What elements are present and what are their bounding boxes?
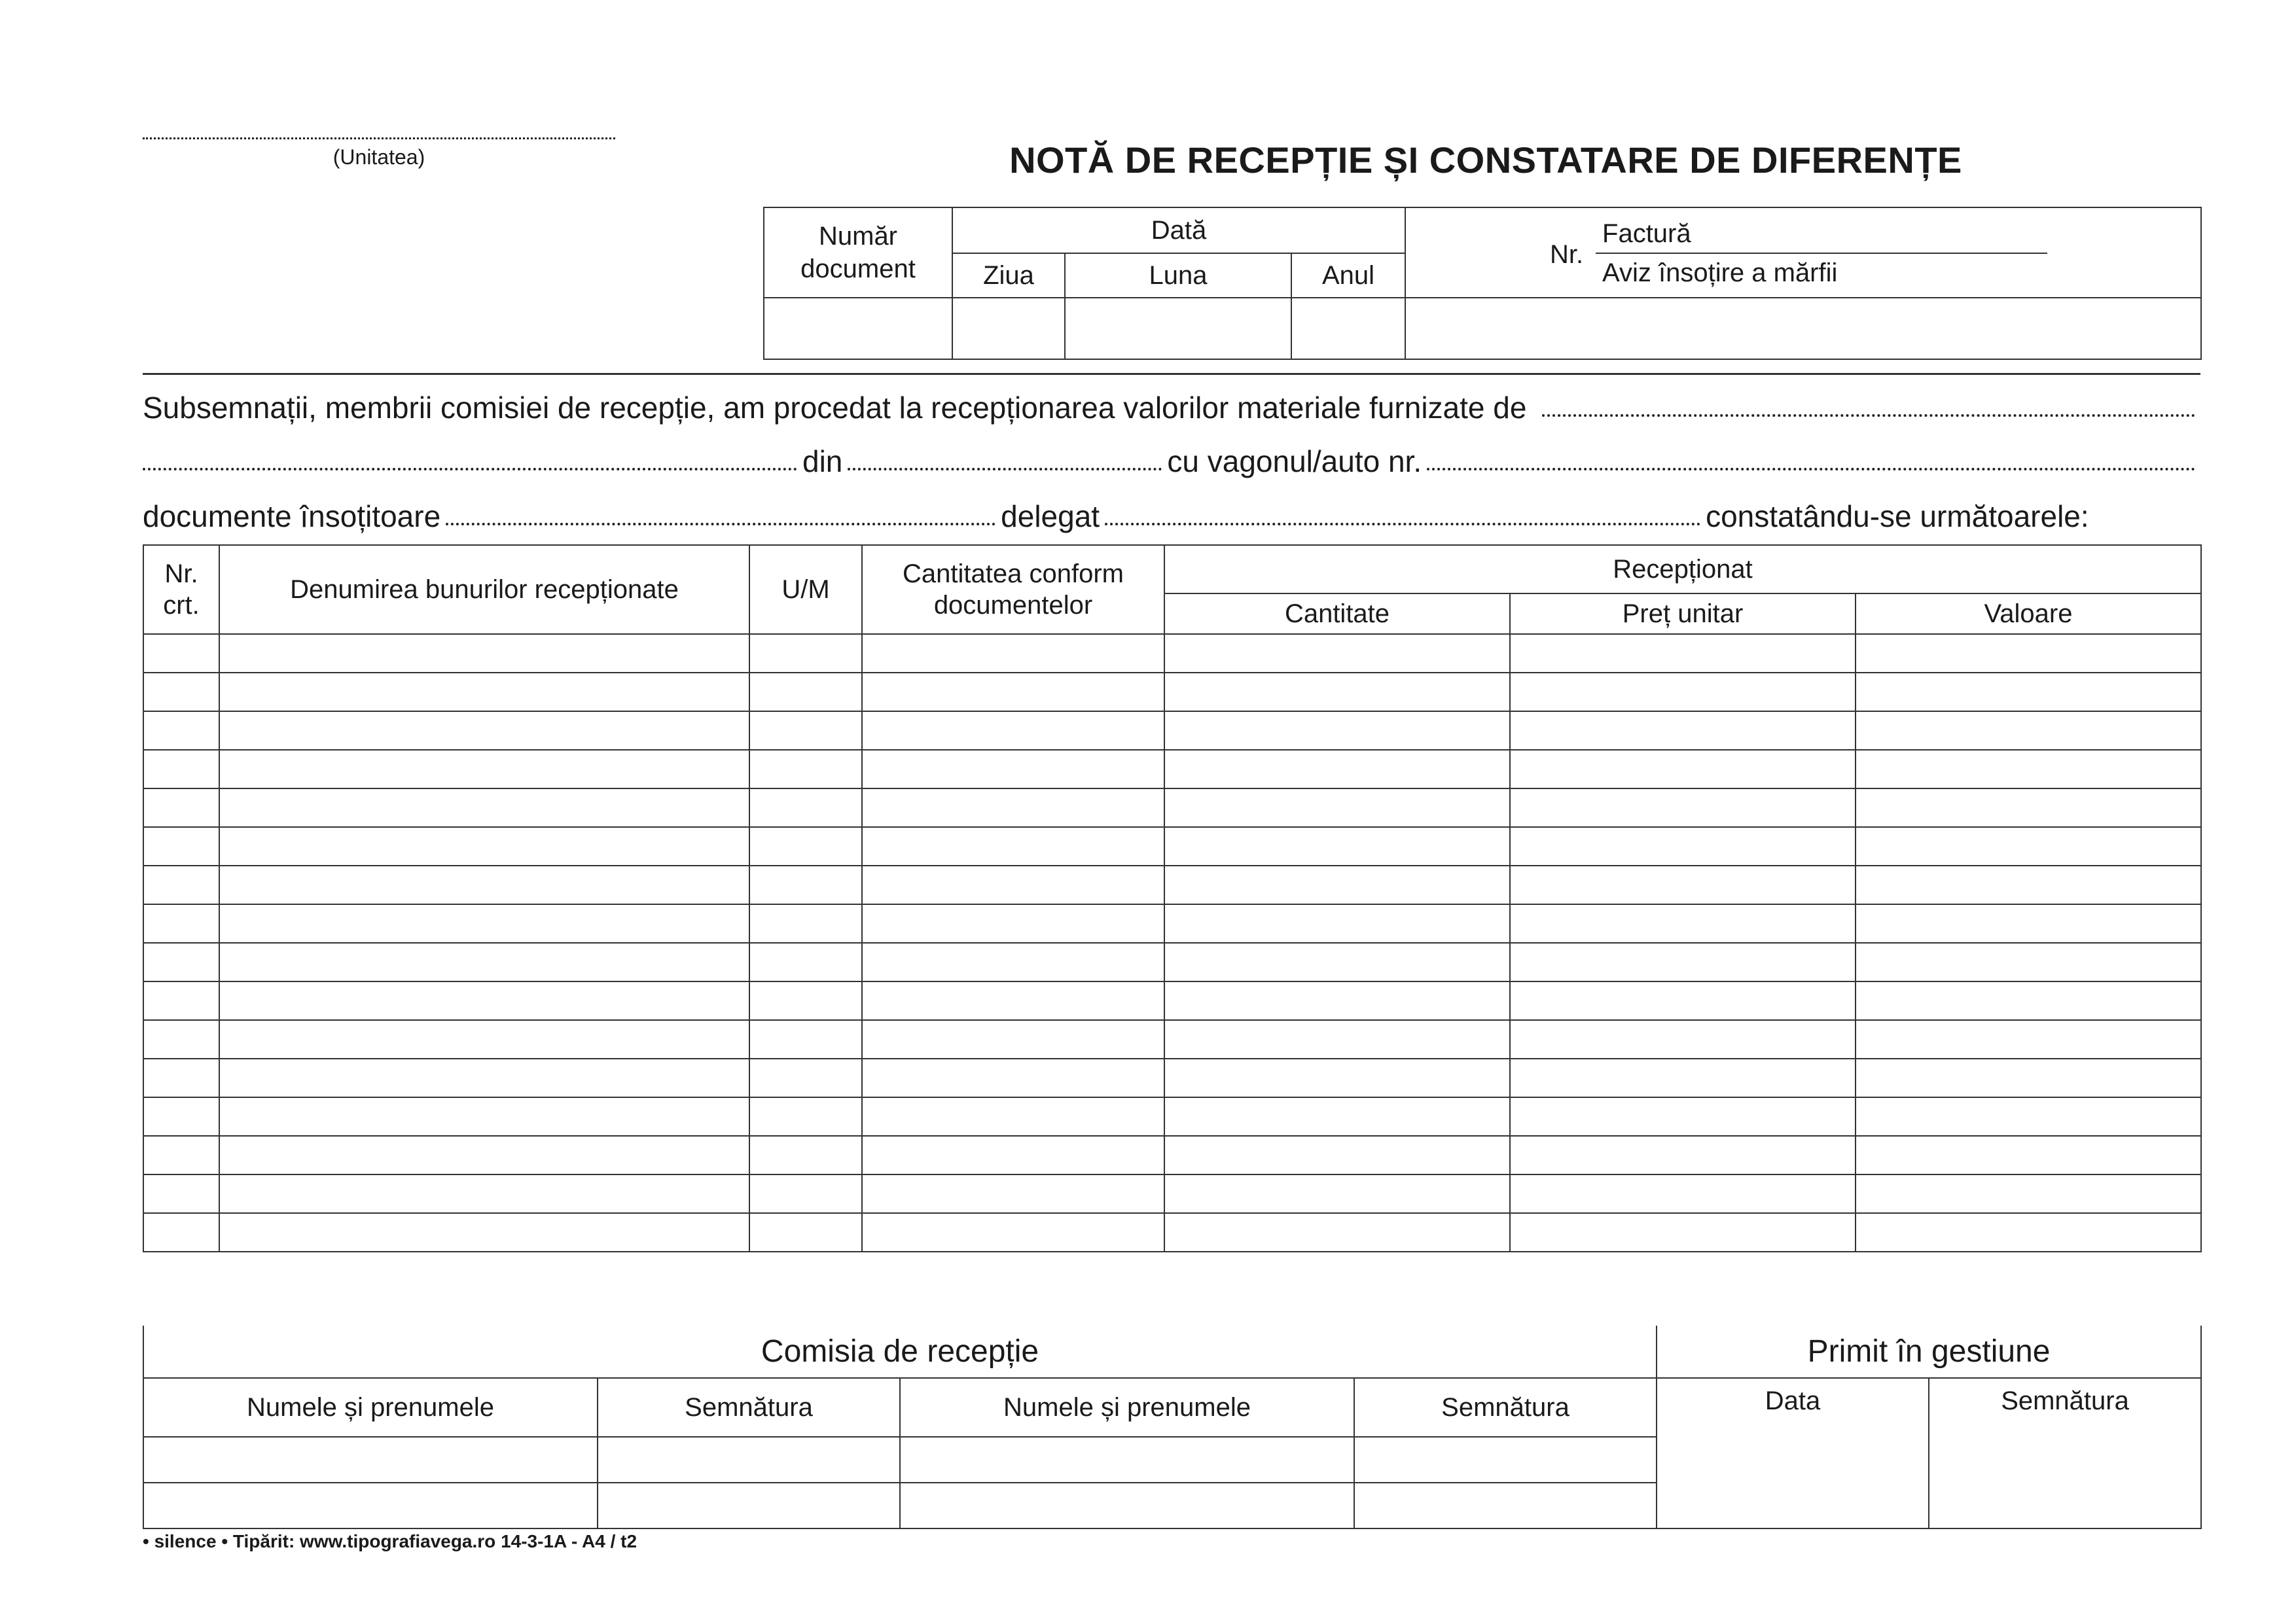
semnatura-header-1: Semnătura <box>598 1378 900 1437</box>
luna-field[interactable] <box>1065 298 1291 359</box>
din-field[interactable] <box>848 468 1162 470</box>
cantitate-cell[interactable] <box>1164 634 1510 673</box>
um-cell[interactable] <box>749 1059 862 1097</box>
valoare-cell[interactable] <box>1856 943 2201 981</box>
denumirea-cell[interactable] <box>219 943 749 981</box>
um-cell[interactable] <box>749 1097 862 1136</box>
cantitatea-doc-cell[interactable] <box>862 673 1164 711</box>
cantitatea-doc-cell[interactable] <box>862 943 1164 981</box>
nr-crt-cell[interactable] <box>143 711 219 750</box>
nr-crt-cell[interactable] <box>143 866 219 904</box>
denumirea-cell[interactable] <box>219 866 749 904</box>
cantitate-cell[interactable] <box>1164 866 1510 904</box>
factura-header <box>1405 207 2201 298</box>
unit-label: (Unitatea) <box>332 145 425 169</box>
denumirea-cell[interactable] <box>219 750 749 788</box>
um-cell[interactable] <box>749 1136 862 1174</box>
semnatura-header-2: Semnătura <box>1354 1378 1657 1437</box>
cantitatea-doc-cell[interactable] <box>862 827 1164 866</box>
vagon-label: cu vagonul/auto nr. <box>1167 444 1422 478</box>
nr-crt-cell[interactable] <box>143 1097 219 1136</box>
cantitatea-doc-cell[interactable] <box>862 1213 1164 1252</box>
pret-unitar-cell[interactable] <box>1510 711 1856 750</box>
denumirea-cell[interactable] <box>219 827 749 866</box>
cantitatea-doc-cell[interactable] <box>862 1059 1164 1097</box>
footer-imprint: • silence • Tipărit: www.tipografiavega.ro 14-3-1A - A4 / t2 <box>143 1531 637 1551</box>
cantitatea-doc-cell[interactable] <box>862 1097 1164 1136</box>
um-header: U/M <box>749 545 862 634</box>
numele-field[interactable] <box>900 1483 1354 1528</box>
nr-crt-cell[interactable] <box>143 1020 219 1059</box>
numar-document-field[interactable] <box>764 298 952 359</box>
receptionat-header: Recepționat <box>1164 545 2201 593</box>
denumirea-cell[interactable] <box>219 981 749 1020</box>
um-cell[interactable] <box>749 1174 862 1213</box>
delegat-field[interactable] <box>1105 523 1700 525</box>
pret-unitar-header: Preț unitar <box>1510 593 1856 634</box>
cantitatea-doc-cell[interactable] <box>862 634 1164 673</box>
data-gestiune-label: Data <box>1765 1386 1821 1415</box>
pret-unitar-cell[interactable] <box>1510 1136 1856 1174</box>
cantitate-header: Cantitate <box>1164 593 1510 634</box>
cantitate-cell[interactable] <box>1164 711 1510 750</box>
numele-field[interactable] <box>143 1437 598 1483</box>
luna-header: Luna <box>1065 253 1291 298</box>
cantitatea-doc-cell[interactable] <box>862 1136 1164 1174</box>
documente-field[interactable] <box>446 523 996 525</box>
um-cell[interactable] <box>749 1020 862 1059</box>
valoare-cell[interactable] <box>1856 1174 2201 1213</box>
cantitatea-doc-cell[interactable] <box>862 750 1164 788</box>
valoare-cell[interactable] <box>1856 1059 2201 1097</box>
valoare-cell[interactable] <box>1856 750 2201 788</box>
nr-crt-cell[interactable] <box>143 1059 219 1097</box>
pret-unitar-cell[interactable] <box>1510 943 1856 981</box>
semnatura-gestiune-field[interactable] <box>1929 1378 2201 1528</box>
table-row <box>143 1059 2201 1097</box>
cantitate-cell[interactable] <box>1164 673 1510 711</box>
nr-crt-cell[interactable] <box>143 1213 219 1252</box>
delegat-label: delegat <box>1001 499 1100 533</box>
nr-crt-cell[interactable] <box>143 673 219 711</box>
cantitatea-doc-cell[interactable] <box>862 1174 1164 1213</box>
vagon-field[interactable] <box>1427 468 2195 470</box>
cantitate-cell[interactable] <box>1164 827 1510 866</box>
valoare-cell[interactable] <box>1856 904 2201 943</box>
pret-unitar-cell[interactable] <box>1510 673 1856 711</box>
um-cell[interactable] <box>749 673 862 711</box>
table-row <box>143 1213 2201 1252</box>
pret-unitar-cell[interactable] <box>1510 1020 1856 1059</box>
cantitate-cell[interactable] <box>1164 904 1510 943</box>
numar-document-header: Număr document <box>764 207 952 298</box>
numele-header-2: Numele și prenumele <box>900 1378 1354 1437</box>
table-row <box>143 1097 2201 1136</box>
valoare-cell[interactable] <box>1856 827 2201 866</box>
nr-crt-cell[interactable] <box>143 1136 219 1174</box>
pret-unitar-cell[interactable] <box>1510 1059 1856 1097</box>
factura-label: Factură <box>1602 219 1691 248</box>
table-row <box>143 904 2201 943</box>
cantitatea-doc-header: Cantitatea conform documentelor <box>862 545 1164 634</box>
pret-unitar-cell[interactable] <box>1510 1213 1856 1252</box>
nr-crt-cell[interactable] <box>143 981 219 1020</box>
din-label: din <box>802 444 843 478</box>
table-row <box>143 827 2201 866</box>
pret-unitar-cell[interactable] <box>1510 904 1856 943</box>
semnatura-field[interactable] <box>1354 1483 1657 1528</box>
comisia-header: Comisia de recepție <box>143 1326 1657 1378</box>
semnatura-field[interactable] <box>1354 1437 1657 1483</box>
documente-label: documente însoțitoare <box>143 499 441 533</box>
nr-label: Nr. <box>1550 240 1584 269</box>
table-row <box>143 943 2201 981</box>
cantitatea-doc-cell[interactable] <box>862 788 1164 827</box>
anul-header: Anul <box>1291 253 1405 298</box>
denumirea-cell[interactable] <box>219 1059 749 1097</box>
um-cell[interactable] <box>749 634 862 673</box>
denumirea-cell[interactable] <box>219 673 749 711</box>
cantitate-cell[interactable] <box>1164 1020 1510 1059</box>
um-cell[interactable] <box>749 981 862 1020</box>
valoare-cell[interactable] <box>1856 866 2201 904</box>
denumirea-cell[interactable] <box>219 711 749 750</box>
valoare-header: Valoare <box>1856 593 2201 634</box>
anul-field[interactable] <box>1291 298 1405 359</box>
page-title: NOTĂ DE RECEPȚIE ȘI CONSTATARE DE DIFERENȚE <box>1009 139 1962 181</box>
table-row <box>143 981 2201 1020</box>
valoare-cell[interactable] <box>1856 981 2201 1020</box>
um-cell[interactable] <box>749 827 862 866</box>
um-cell[interactable] <box>749 943 862 981</box>
data-header: Dată <box>952 207 1405 253</box>
denumirea-cell[interactable] <box>219 788 749 827</box>
semnatura-field[interactable] <box>598 1437 900 1483</box>
um-cell[interactable] <box>749 904 862 943</box>
semnatura-field[interactable] <box>598 1483 900 1528</box>
numele-header-1: Numele și prenumele <box>143 1378 598 1437</box>
statement-line-1 <box>143 390 2200 425</box>
table-row <box>143 711 2201 750</box>
denumirea-cell[interactable] <box>219 1174 749 1213</box>
primit-header: Primit în gestiune <box>1657 1326 2201 1378</box>
nr-crt-cell[interactable] <box>143 904 219 943</box>
numele-field[interactable] <box>143 1483 598 1528</box>
statement-line-3 <box>143 499 2200 534</box>
pret-unitar-cell[interactable] <box>1510 1097 1856 1136</box>
valoare-cell[interactable] <box>1856 673 2201 711</box>
furnizor-field[interactable] <box>1542 414 2195 417</box>
um-cell[interactable] <box>749 750 862 788</box>
nr-crt-cell[interactable] <box>143 943 219 981</box>
cantitate-cell[interactable] <box>1164 1213 1510 1252</box>
ziua-field[interactable] <box>952 298 1065 359</box>
pret-unitar-cell[interactable] <box>1510 634 1856 673</box>
cantitate-cell[interactable] <box>1164 981 1510 1020</box>
um-cell[interactable] <box>749 788 862 827</box>
nr-crt-cell[interactable] <box>143 1174 219 1213</box>
statement-text-1: Subsemnații, membrii comisiei de recepție, am procedat la recepționarea valorilor materiale furnizate de <box>143 391 1527 425</box>
cantitatea-doc-cell[interactable] <box>862 711 1164 750</box>
nr-crt-cell[interactable] <box>143 750 219 788</box>
table-row <box>143 866 2201 904</box>
denumirea-cell[interactable] <box>219 1020 749 1059</box>
pret-unitar-cell[interactable] <box>1510 827 1856 866</box>
cantitate-cell[interactable] <box>1164 1059 1510 1097</box>
document-header-table <box>763 207 2202 360</box>
commission-table <box>143 1326 2202 1529</box>
denumirea-cell[interactable] <box>219 1097 749 1136</box>
aviz-label: Aviz însoțire a mărfii <box>1602 258 1838 287</box>
cantitate-cell[interactable] <box>1164 788 1510 827</box>
nr-crt-cell[interactable] <box>143 788 219 827</box>
table-row <box>143 673 2201 711</box>
denumirea-cell[interactable] <box>219 1136 749 1174</box>
unit-dotted-line <box>143 128 615 139</box>
factura-divider <box>1596 253 2047 254</box>
table-row <box>143 750 2201 788</box>
valoare-cell[interactable] <box>1856 1020 2201 1059</box>
um-cell[interactable] <box>749 1213 862 1252</box>
semnatura-gestiune-label: Semnătura <box>2001 1386 2129 1415</box>
valoare-cell[interactable] <box>1856 788 2201 827</box>
valoare-cell[interactable] <box>1856 634 2201 673</box>
valoare-cell[interactable] <box>1856 1136 2201 1174</box>
data-gestiune-field[interactable] <box>1657 1378 1929 1528</box>
denumirea-cell[interactable] <box>219 634 749 673</box>
divider <box>143 373 2200 375</box>
table-row <box>143 1136 2201 1174</box>
statement-line-2 <box>143 444 2200 479</box>
nr-crt-header: Nr. crt. <box>143 545 219 634</box>
cantitate-cell[interactable] <box>1164 1174 1510 1213</box>
valoare-cell[interactable] <box>1856 711 2201 750</box>
cantitatea-doc-cell[interactable] <box>862 1020 1164 1059</box>
cantitate-cell[interactable] <box>1164 1136 1510 1174</box>
cantitate-cell[interactable] <box>1164 750 1510 788</box>
valoare-cell[interactable] <box>1856 1213 2201 1252</box>
table-row <box>143 1020 2201 1059</box>
pret-unitar-cell[interactable] <box>1510 1174 1856 1213</box>
cantitatea-doc-cell[interactable] <box>862 981 1164 1020</box>
nr-crt-cell[interactable] <box>143 827 219 866</box>
cantitatea-doc-cell[interactable] <box>862 866 1164 904</box>
factura-field[interactable] <box>1405 298 2201 359</box>
items-table <box>143 544 2202 1252</box>
pret-unitar-cell[interactable] <box>1510 981 1856 1020</box>
cantitate-cell[interactable] <box>1164 1097 1510 1136</box>
table-row <box>143 634 2201 673</box>
valoare-cell[interactable] <box>1856 1097 2201 1136</box>
table-row <box>143 1174 2201 1213</box>
constatandu-label: constatându-se următoarele: <box>1706 499 2089 533</box>
um-cell[interactable] <box>749 866 862 904</box>
numele-field[interactable] <box>900 1437 1354 1483</box>
denumirea-header: Denumirea bunurilor recepționate <box>219 545 749 634</box>
nr-crt-cell[interactable] <box>143 634 219 673</box>
pret-unitar-cell[interactable] <box>1510 750 1856 788</box>
furnizor-continuation-field[interactable] <box>143 468 797 470</box>
cantitate-cell[interactable] <box>1164 943 1510 981</box>
pret-unitar-cell[interactable] <box>1510 788 1856 827</box>
denumirea-cell[interactable] <box>219 904 749 943</box>
ziua-header: Ziua <box>952 253 1065 298</box>
pret-unitar-cell[interactable] <box>1510 866 1856 904</box>
um-cell[interactable] <box>749 711 862 750</box>
cantitatea-doc-cell[interactable] <box>862 904 1164 943</box>
table-row <box>143 788 2201 827</box>
denumirea-cell[interactable] <box>219 1213 749 1252</box>
